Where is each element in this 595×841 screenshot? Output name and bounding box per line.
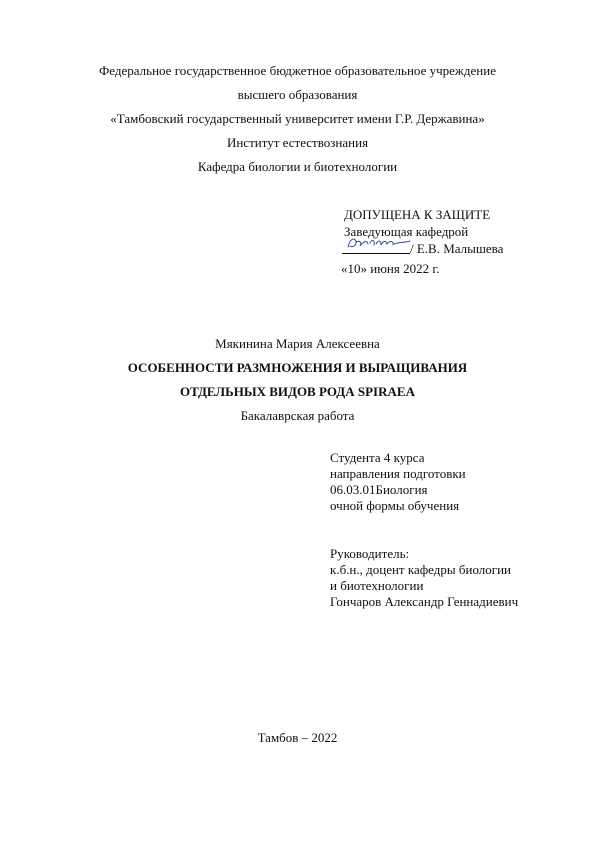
student-direction-code: 06.03.01Биология [330, 482, 428, 497]
institution-type: Федеральное государственное бюджетное образовательное учреждение [99, 63, 496, 78]
signature-line [342, 253, 410, 254]
supervisor-label: Руководитель: [330, 546, 410, 561]
supervisor-department: и биотехнологии [330, 578, 424, 593]
thesis-title-line1: ОСОБЕННОСТИ РАЗМНОЖЕНИЯ И ВЫРАЩИВАНИЯ [127, 360, 468, 375]
department-name: Кафедра биологии и биотехнологии [197, 159, 398, 174]
approval-date: «10» июня 2022 г. [341, 261, 440, 276]
city-year: Тамбов – 2022 [257, 730, 338, 745]
approval-title: ДОПУЩЕНА К ЗАЩИТЕ [344, 207, 491, 222]
institute-name: Институт естествознания [226, 135, 369, 150]
thesis-title-line2: ОТДЕЛЬНЫХ ВИДОВ РОДА SPIRAEA [180, 384, 415, 399]
education-level: высшего образования [237, 87, 358, 102]
approval-role: Заведующая кафедрой [344, 224, 469, 239]
thesis-type: Бакалаврская работа [240, 408, 355, 423]
student-course: Студента 4 курса [330, 450, 425, 465]
supervisor-position: к.б.н., доцент кафедры биологии [330, 562, 512, 577]
university-name: «Тамбовский государственный университет имени Г.Р. Державина» [110, 111, 485, 126]
supervisor-name: Гончаров Александр Геннадиевич [330, 594, 519, 609]
student-direction-label: направления подготовки [330, 466, 466, 481]
approval-signer: / Е.В. Малышева [410, 241, 504, 256]
handwritten-signature [344, 231, 414, 253]
student-study-form: очной формы обучения [330, 498, 460, 513]
author-name: Мякинина Мария Алексеевна [215, 336, 380, 351]
